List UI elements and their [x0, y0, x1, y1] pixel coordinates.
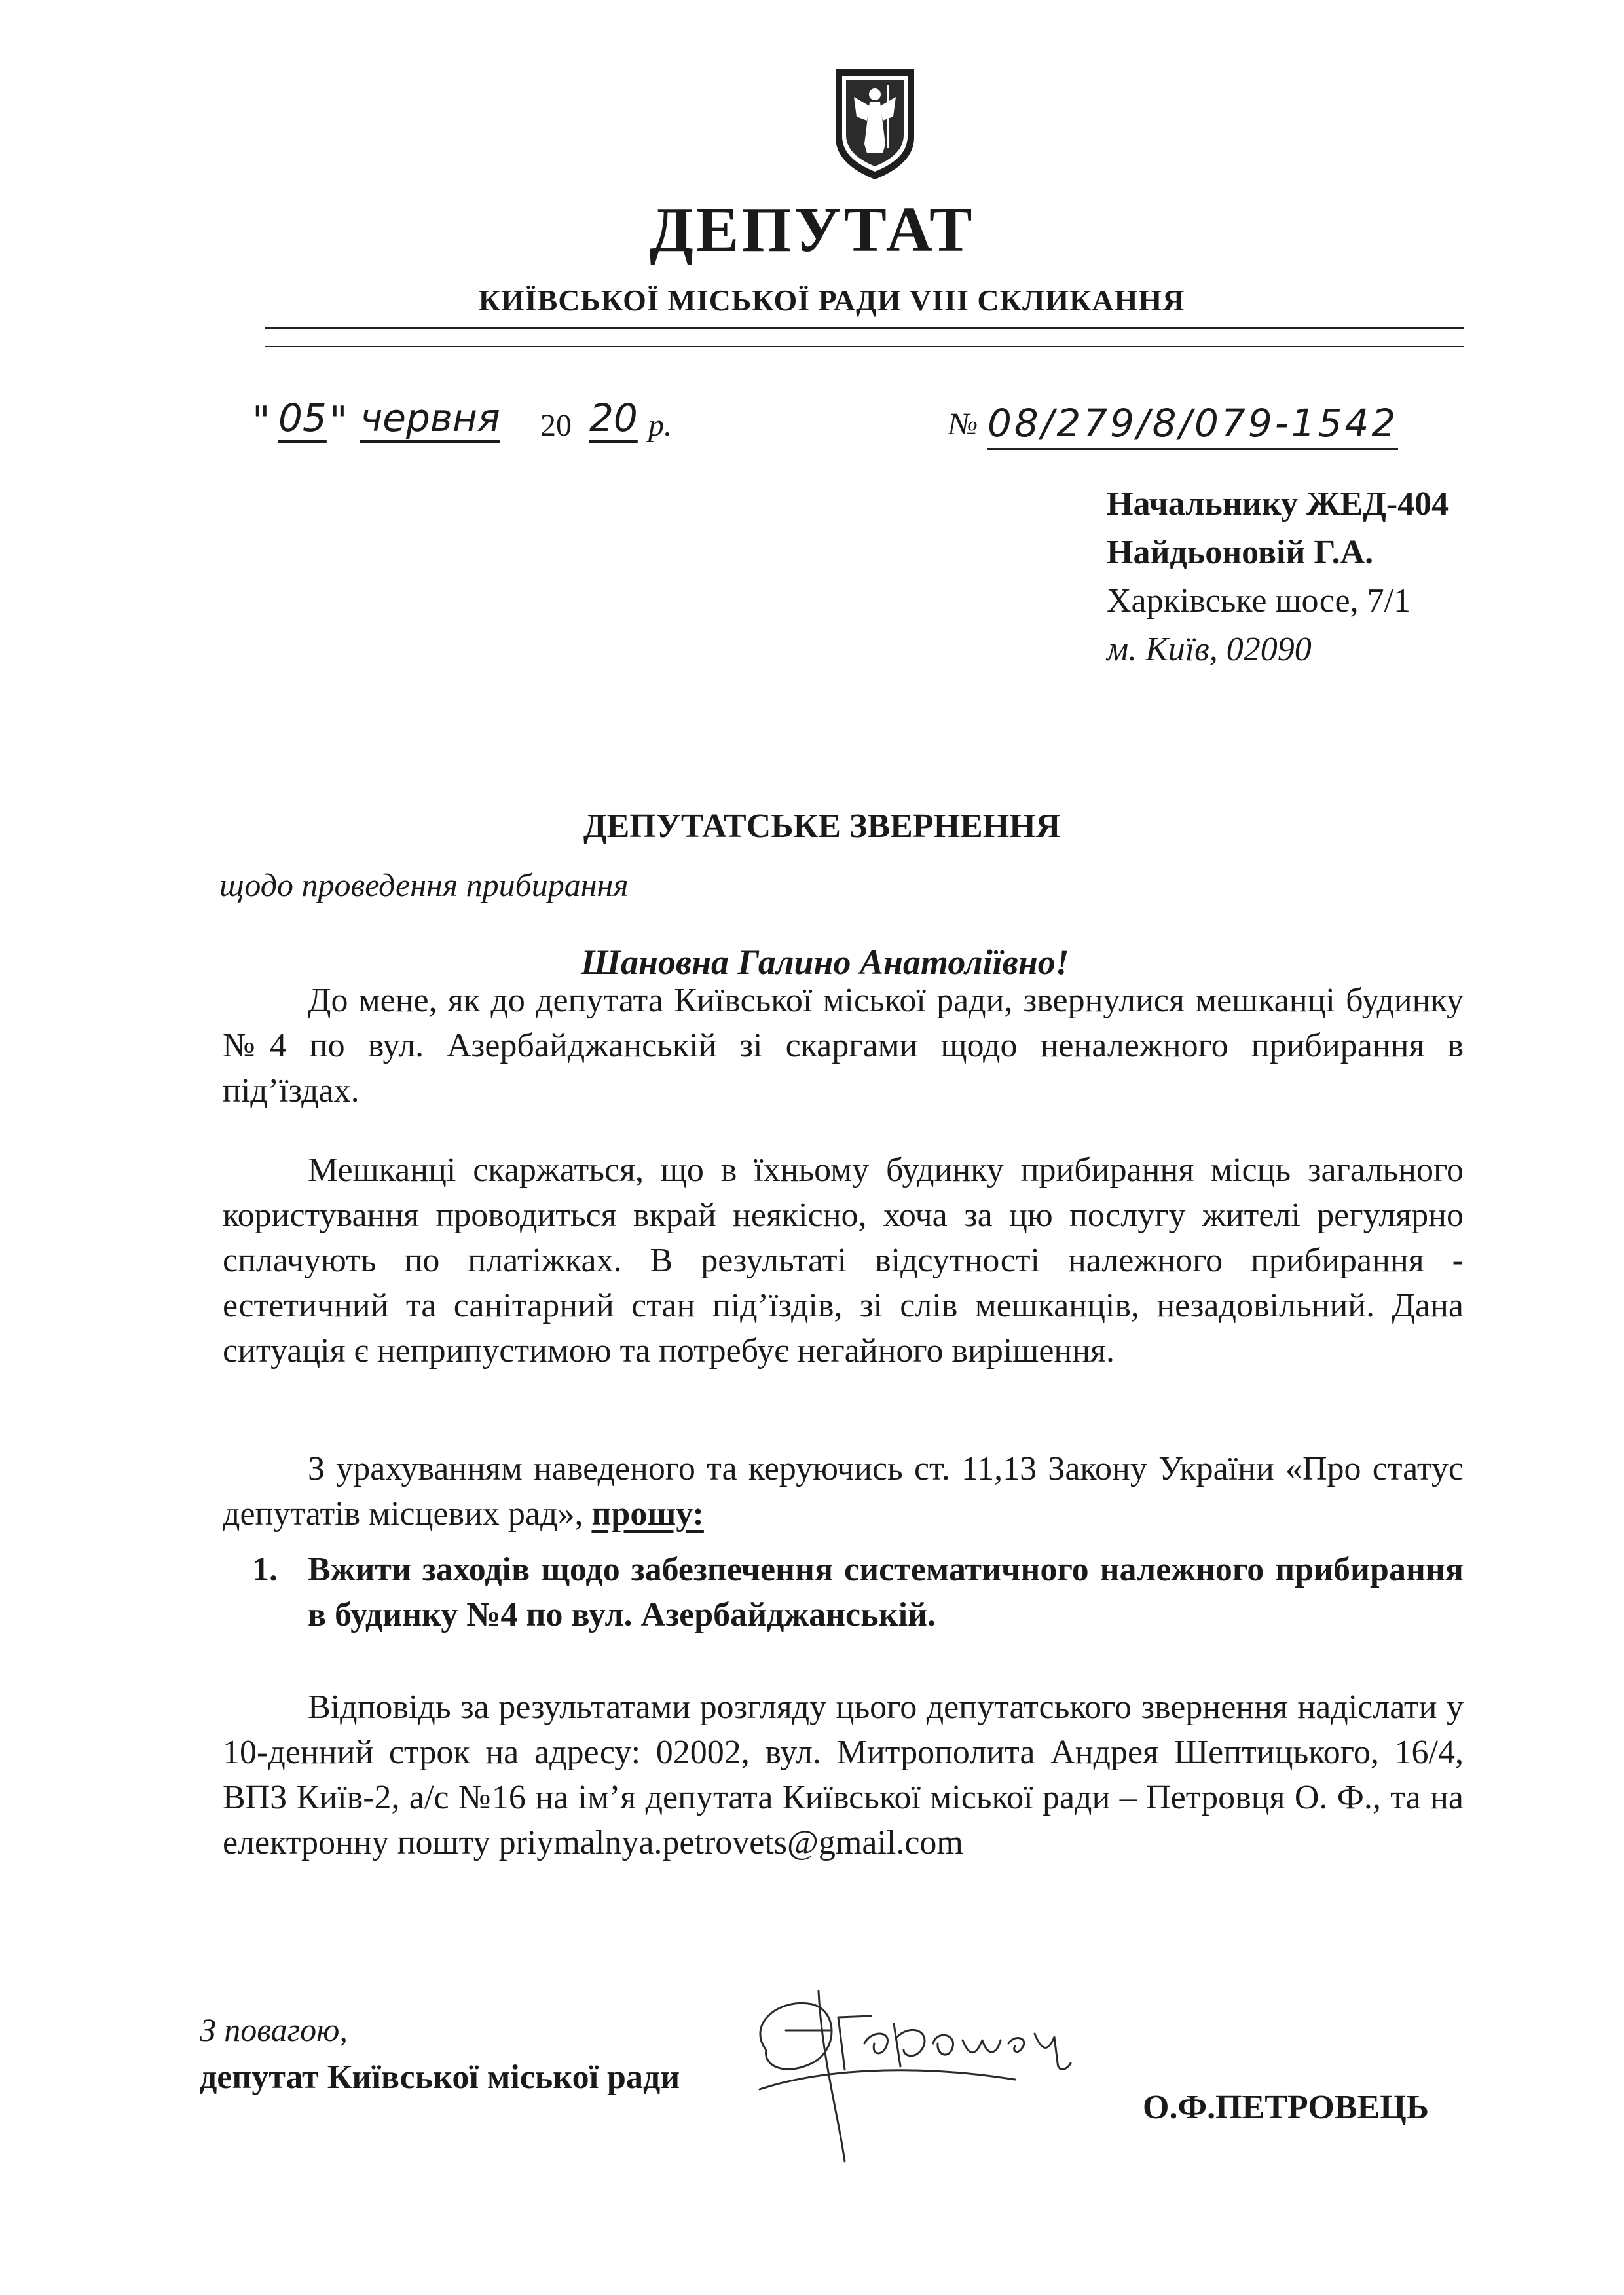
- signature-image: [740, 1978, 1107, 2174]
- number-label: №: [948, 407, 978, 441]
- kyiv-coat-of-arms-icon: [832, 65, 918, 183]
- date-suffix: р.: [648, 408, 672, 443]
- body-paragraph: [223, 1685, 1464, 1865]
- salutation: Шановна Галино Анатоліївно!: [581, 942, 1069, 982]
- closing-regards: З повагою,: [200, 2011, 348, 2048]
- addressee-street: Харківське шосе, 7/1: [1107, 582, 1411, 620]
- closing-position: депутат Київської міської ради: [200, 2059, 680, 2096]
- request-text: Вжити заходів щодо забезпечення систематичного належного прибирання в будинку №4 по вул. Азербайджанській.: [308, 1551, 1464, 1633]
- addressee-city: м. Київ, 02090: [1107, 631, 1312, 668]
- date-close-quote: ": [329, 398, 348, 444]
- date-month: червня: [360, 396, 500, 440]
- paragraph-text: Відповідь за результатами розгляду цього депутатського звернення надіслати у 10-денний строк на адресу: 02002, вул. Митрополита Андрея Шептицького, 16/4, ВПЗ Київ-2, а/с №16 на ім’я депутата Київської міської ради – Петровця О. Ф., та на електронну пошту priymalnya.petrovets@gmail.com: [223, 1689, 1464, 1861]
- number-value: 08/279/8/079-1542: [987, 401, 1398, 450]
- document-subject: щодо проведення прибирання: [219, 867, 629, 903]
- paragraph-text: Мешканці скаржаться, що в їхньому будинку прибирання місць загального користування проводиться вкрай неякісно, хоча за цю послугу жителі регулярно сплачують по платіжках. В результаті відсутності належного прибирання - естетичний та санітарний стан під’їздів, зі слів мешканців, незадовільний. Дана ситуація є неприпустимою та потребує негайного вирішення.: [223, 1151, 1464, 1370]
- paragraph-text: З урахуванням наведеного та керуючись ст. 11,13 Закону України «Про статус депутатів місцевих рад»,: [223, 1450, 1464, 1533]
- document-title: ДЕПУТАТСЬКЕ ЗВЕРНЕННЯ: [583, 808, 1061, 845]
- header-divider: [265, 346, 1464, 347]
- date-year-prefix: 20: [540, 408, 572, 443]
- addressee-name: Найдьоновій Г.А.: [1107, 534, 1374, 571]
- header-subtitle: КИЇВСЬКОЇ МІСЬКОЇ РАДИ VIII СКЛИКАННЯ: [478, 284, 1185, 317]
- request-number: 1.: [252, 1551, 278, 1588]
- header-title: ДЕПУТАТ: [649, 195, 975, 265]
- addressee-position: Начальнику ЖЕД-404: [1107, 485, 1449, 523]
- body-paragraph: [223, 1148, 1464, 1373]
- date-day: 05: [278, 396, 327, 440]
- date-year: 20: [589, 396, 638, 440]
- body-paragraph: [223, 978, 1464, 1113]
- document-date: [252, 396, 724, 444]
- paragraph-text: До мене, як до депутата Київської міської ради, звернулися мешканці будинку №4 по вул. Азербайджанській зі скаргами щодо неналежного прибирання в під’їздах.: [223, 982, 1464, 1110]
- request-keyword: прошу:: [591, 1495, 704, 1533]
- signer-name: О.Ф.ПЕТРОВЕЦЬ: [1143, 2089, 1430, 2126]
- header-divider: [265, 327, 1464, 329]
- body-paragraph: [223, 1446, 1464, 1537]
- document-number: [948, 401, 1472, 445]
- date-open-quote: ": [252, 398, 270, 444]
